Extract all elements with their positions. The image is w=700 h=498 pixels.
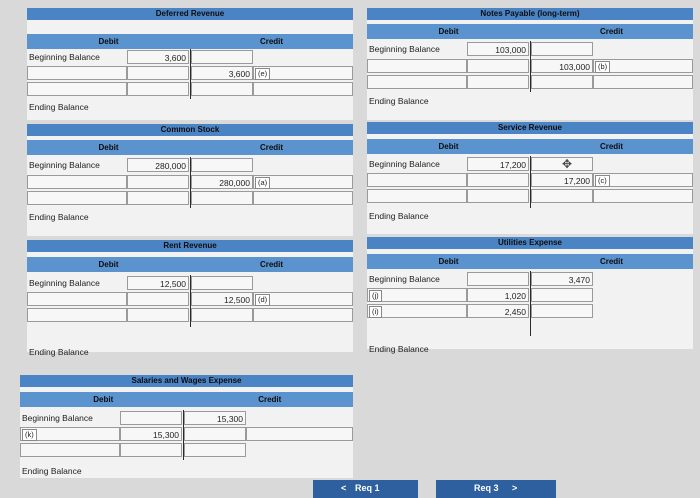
- credit-label: Credit: [259, 143, 284, 152]
- ending-row: [367, 341, 693, 355]
- chevron-right-icon: >: [512, 483, 518, 493]
- account-title: Common Stock: [160, 125, 220, 134]
- blank-debit-cell[interactable]: [127, 308, 189, 322]
- blank-credit-ref-cell[interactable]: [253, 191, 353, 205]
- entry-credit-cell[interactable]: [184, 427, 246, 441]
- ending-row: [27, 209, 353, 223]
- blank-ref-input[interactable]: [27, 82, 127, 96]
- account-title: Rent Revenue: [163, 241, 217, 250]
- beginning-debit-cell[interactable]: [127, 158, 189, 172]
- account-title-bar: [367, 8, 693, 20]
- beginning-debit-value: 17,200: [500, 160, 526, 170]
- blank-credit-cell[interactable]: [531, 189, 593, 203]
- t-account-salaries-wages-expense: [20, 375, 353, 478]
- entry-debit-cell[interactable]: [127, 175, 189, 189]
- debit-label: Debit: [438, 142, 459, 151]
- account-title-bar: [27, 124, 353, 136]
- entry-credit-ref-cell[interactable]: [253, 175, 353, 189]
- entry-debit-value: 15,300: [153, 430, 179, 440]
- blank-credit-cell[interactable]: [191, 308, 253, 322]
- next-req-label: Req 3: [474, 483, 499, 493]
- entry-credit-cell[interactable]: [531, 304, 593, 318]
- entry-credit-value: 3,600: [228, 69, 250, 79]
- entry-debit-cell[interactable]: [127, 292, 189, 306]
- entry-credit-ref-cell[interactable]: [246, 427, 353, 441]
- entry-ref-input[interactable]: [27, 66, 127, 80]
- blank-ref-input[interactable]: [27, 308, 127, 322]
- blank-credit-ref-cell[interactable]: [593, 189, 693, 203]
- blank-debit-cell[interactable]: [467, 75, 529, 89]
- beginning-debit-value: 12,500: [160, 279, 186, 289]
- entry-ref-input[interactable]: [367, 288, 467, 302]
- beginning-credit-cell[interactable]: [531, 157, 593, 171]
- ending-row: [367, 208, 693, 222]
- debit-label: Debit: [438, 257, 459, 266]
- beginning-credit-cell[interactable]: [531, 272, 593, 286]
- beginning-label: Beginning Balance: [29, 160, 100, 170]
- debit-label: Debit: [438, 27, 459, 36]
- entry-ref-input[interactable]: [27, 292, 127, 306]
- beginning-debit-cell[interactable]: [127, 50, 189, 64]
- beginning-debit-value: 103,000: [495, 45, 526, 55]
- beginning-debit-value: 3,600: [164, 53, 186, 63]
- t-account-divider: [530, 41, 531, 92]
- beginning-label: Beginning Balance: [369, 159, 440, 169]
- account-title-bar: [367, 122, 693, 134]
- beginning-debit-cell[interactable]: [467, 272, 529, 286]
- blank-ref-input[interactable]: [27, 191, 127, 205]
- ending-label: Ending Balance: [22, 466, 82, 476]
- beginning-label: Beginning Balance: [22, 413, 93, 423]
- ending-label: Ending Balance: [29, 102, 89, 112]
- entry-ref-tag: (c): [595, 175, 610, 187]
- t-account-divider: [190, 157, 191, 208]
- entry-credit-value: 12,500: [224, 295, 250, 305]
- blank-credit-cell[interactable]: [531, 75, 593, 89]
- next-req-button[interactable]: [436, 480, 556, 498]
- beginning-row: [20, 410, 353, 426]
- entry-credit-ref-cell[interactable]: [593, 173, 693, 187]
- entry-credit-value: 280,000: [219, 178, 250, 188]
- entry-credit-cell[interactable]: [531, 173, 593, 187]
- debit-label: Debit: [98, 143, 119, 152]
- t-account-divider: [190, 275, 191, 327]
- chevron-left-icon: <: [341, 483, 347, 493]
- beginning-label: Beginning Balance: [29, 278, 100, 288]
- entry-debit-cell[interactable]: [127, 66, 189, 80]
- credit-label: Credit: [259, 260, 284, 269]
- blank-credit-cell[interactable]: [191, 191, 253, 205]
- blank-debit-cell[interactable]: [467, 189, 529, 203]
- blank-credit-ref-cell[interactable]: [253, 82, 353, 96]
- move-cursor-icon: ✥: [562, 157, 573, 171]
- entry-credit-ref-cell[interactable]: [253, 292, 353, 306]
- blank-debit-cell[interactable]: [127, 82, 189, 96]
- debit-label: Debit: [98, 37, 119, 46]
- entry-ref-input[interactable]: [27, 175, 127, 189]
- t-account-notes-payable: [367, 8, 693, 120]
- entry-credit-cell[interactable]: [191, 292, 253, 306]
- entry-ref-tag: (i): [369, 306, 382, 318]
- beginning-credit-cell[interactable]: [191, 50, 253, 64]
- entry-credit-cell[interactable]: [531, 288, 593, 302]
- beginning-credit-cell[interactable]: [191, 276, 253, 290]
- ending-label: Ending Balance: [369, 211, 429, 221]
- beginning-debit-value: 280,000: [155, 161, 186, 171]
- ending-label: Ending Balance: [29, 347, 89, 357]
- credit-label: Credit: [599, 27, 624, 36]
- entry-credit-ref-cell[interactable]: [593, 59, 693, 73]
- blank-debit-cell[interactable]: [120, 443, 182, 457]
- t-account-common-stock: [27, 124, 353, 236]
- entry-debit-value: 2,450: [504, 307, 526, 317]
- account-title: Utilities Expense: [497, 238, 563, 247]
- ending-row: [20, 463, 353, 477]
- entry-debit-cell[interactable]: [467, 304, 529, 318]
- ending-label: Ending Balance: [369, 96, 429, 106]
- entry-ref-tag: (a): [255, 177, 270, 189]
- blank-credit-ref-cell[interactable]: [593, 75, 693, 89]
- entry-credit-cell[interactable]: [191, 175, 253, 189]
- entry-debit-cell[interactable]: [467, 59, 529, 73]
- beginning-credit-value: 15,300: [217, 414, 243, 424]
- entry-credit-cell[interactable]: [531, 59, 593, 73]
- entry-ref-tag: (b): [595, 61, 610, 73]
- ending-label: Ending Balance: [29, 212, 89, 222]
- ending-label: Ending Balance: [369, 344, 429, 354]
- entry-ref-tag: (k): [22, 429, 37, 441]
- credit-label: Credit: [259, 37, 284, 46]
- debit-label: Debit: [98, 260, 119, 269]
- beginning-label: Beginning Balance: [29, 52, 100, 62]
- entry-row-blank: [20, 442, 353, 458]
- debit-credit-header: [367, 254, 693, 269]
- entry-ref-tag: (d): [255, 294, 270, 306]
- entry-ref-input[interactable]: [367, 304, 467, 318]
- beginning-debit-cell[interactable]: [467, 42, 529, 56]
- blank-ref-input[interactable]: [367, 189, 467, 203]
- ending-row: [27, 344, 353, 358]
- entry-debit-cell[interactable]: [467, 173, 529, 187]
- entry-ref-tag: (j): [369, 290, 382, 302]
- beginning-label: Beginning Balance: [369, 44, 440, 54]
- account-title: Deferred Revenue: [155, 9, 225, 18]
- blank-ref-input[interactable]: [20, 443, 120, 457]
- entry-ref-tag: (e): [255, 68, 270, 80]
- t-account-divider: [190, 49, 191, 99]
- entry-debit-value: 1,020: [504, 291, 526, 301]
- account-title: Notes Payable (long-term): [480, 9, 580, 18]
- debit-credit-header: [27, 257, 353, 272]
- account-title-bar: [27, 240, 353, 252]
- ending-row: [367, 93, 693, 107]
- t-account-service-revenue: [367, 122, 693, 234]
- debit-credit-header: [367, 139, 693, 154]
- blank-credit-cell[interactable]: [191, 82, 253, 96]
- debit-label: Debit: [93, 395, 114, 404]
- beginning-debit-cell[interactable]: [120, 411, 182, 425]
- entry-ref-input[interactable]: [20, 427, 120, 441]
- beginning-credit-cell[interactable]: [184, 411, 246, 425]
- account-title: Service Revenue: [497, 123, 563, 132]
- beginning-debit-cell[interactable]: [467, 157, 529, 171]
- t-account-divider: [530, 271, 531, 336]
- blank-credit-cell[interactable]: [184, 443, 246, 457]
- t-account-divider: [183, 410, 184, 460]
- account-title-bar: [367, 237, 693, 249]
- entry-debit-cell[interactable]: [120, 427, 182, 441]
- entry-credit-value: 103,000: [559, 62, 590, 72]
- blank-debit-cell[interactable]: [127, 191, 189, 205]
- blank-ref-input[interactable]: [367, 75, 467, 89]
- entry-ref-input[interactable]: [367, 59, 467, 73]
- prev-req-label: Req 1: [355, 483, 380, 493]
- beginning-credit-value: 3,470: [568, 275, 590, 285]
- t-account-rent-revenue: [27, 240, 353, 357]
- entry-credit-cell[interactable]: [191, 66, 253, 80]
- debit-credit-header: [20, 392, 353, 407]
- debit-credit-header: [27, 34, 353, 49]
- blank-credit-ref-cell[interactable]: [253, 308, 353, 322]
- account-title-bar: [20, 375, 353, 387]
- entry-debit-cell[interactable]: [467, 288, 529, 302]
- t-account-utilities-expense: [367, 237, 693, 354]
- entry-row-k: [20, 426, 353, 442]
- account-title-bar: [27, 8, 353, 20]
- debit-credit-header: [27, 140, 353, 155]
- beginning-credit-cell[interactable]: [191, 158, 253, 172]
- debit-credit-header: [367, 24, 693, 39]
- credit-label: Credit: [599, 142, 624, 151]
- entry-credit-value: 17,200: [564, 176, 590, 186]
- beginning-debit-cell[interactable]: [127, 276, 189, 290]
- prev-req-button[interactable]: [313, 480, 418, 498]
- entry-credit-ref-cell[interactable]: [253, 66, 353, 80]
- entry-ref-input[interactable]: [367, 173, 467, 187]
- t-account-divider: [530, 156, 531, 208]
- credit-label: Credit: [258, 395, 282, 404]
- t-account-deferred-revenue: [27, 8, 353, 120]
- credit-label: Credit: [599, 257, 624, 266]
- account-title: Salaries and Wages Expense: [131, 376, 242, 385]
- beginning-credit-cell[interactable]: [531, 42, 593, 56]
- beginning-label: Beginning Balance: [369, 274, 440, 284]
- ending-row: [27, 99, 353, 113]
